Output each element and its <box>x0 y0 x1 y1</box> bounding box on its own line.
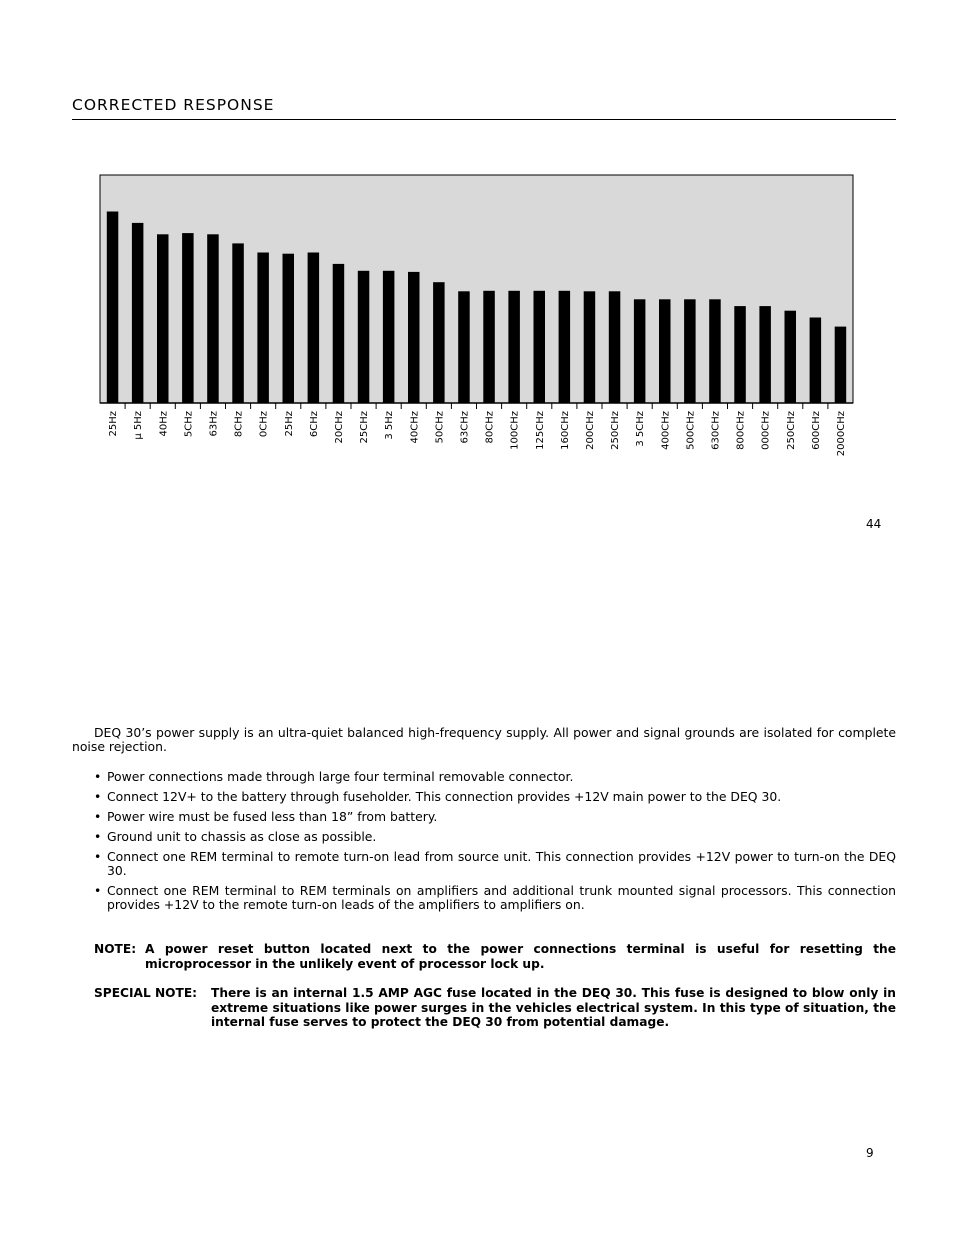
chart-x-tick-label: 250CHz <box>785 411 797 450</box>
chart-bar <box>709 299 721 403</box>
list-item-text: Ground unit to chassis as close as possible. <box>107 829 377 844</box>
list-item-text: Connect one REM terminal to remote turn-on lead from source unit. This connection provides +12V power to turn-on the DEQ 30. <box>107 849 896 878</box>
chart-bar <box>207 234 219 403</box>
chart-x-tick-label: 600CHz <box>810 411 822 450</box>
note-text: A power reset button located next to the power connections terminal is useful for resetting the microprocessor in the unlikely event of processor lock up. <box>145 942 896 971</box>
chart-bar <box>358 271 370 403</box>
chart-bar <box>458 291 470 403</box>
chart-x-tick-label: 5CHz <box>183 411 195 438</box>
chart-bar <box>408 272 420 403</box>
chart-x-tick-label: 6CHz <box>308 411 320 438</box>
chart-x-tick-label: 100CHz <box>509 411 521 450</box>
chart-x-tick-label: 3 5Hz <box>384 411 396 440</box>
list-item-text: Power connections made through large four terminal removable connector. <box>107 769 574 784</box>
chart-bar <box>835 327 847 403</box>
power-connection-list <box>94 770 896 918</box>
chart-bar <box>157 234 169 403</box>
chart-x-tick-label: 40CHz <box>409 411 421 444</box>
chart-x-tick-label: 125CHz <box>534 411 546 450</box>
note-label: NOTE: <box>94 942 137 956</box>
chart-x-tick-label: 80CHz <box>484 411 496 444</box>
chart-x-tick-label: μ 5Hz <box>133 411 145 440</box>
chart-bar <box>182 233 194 403</box>
chart-bar <box>508 291 520 403</box>
list-item-text: Connect 12V+ to the battery through fuseholder. This connection provides +12V main power to the DEQ 30. <box>107 789 782 804</box>
chart-bar <box>308 253 320 404</box>
chart-x-tick-label: 50CHz <box>434 411 446 444</box>
page-number: 9 <box>866 1146 874 1160</box>
chart-x-tick-label: 3 5CHz <box>635 411 647 447</box>
bullet-symbol: • <box>94 883 102 898</box>
chart-x-tick-label: 160CHz <box>559 411 571 450</box>
figure-number: 44 <box>866 517 882 531</box>
chart-bar <box>785 311 797 403</box>
chart-bar <box>659 299 671 403</box>
list-item <box>94 810 896 824</box>
chart-x-tick-label: 250CHz <box>610 411 622 450</box>
bullet-symbol: • <box>94 769 102 784</box>
list-item <box>94 850 896 878</box>
chart-bar <box>810 318 822 404</box>
chart-x-tick-label: 400CHz <box>660 411 672 450</box>
chart-x-tick-label: 0CHz <box>258 411 270 438</box>
list-item-text: Connect one REM terminal to REM terminals on amplifiers and additional trunk mounted signal processors. This connection provides +12V to the remote turn-on leads of the amplifiers to amplifiers on. <box>107 883 896 912</box>
chart-bar <box>634 299 646 403</box>
list-item-text: Power wire must be fused less than 18” from battery. <box>107 809 438 824</box>
corrected-response-chart <box>0 0 954 470</box>
chart-x-tick-label: 800CHz <box>735 411 747 450</box>
chart-x-tick-label: 63CHz <box>459 411 471 444</box>
chart-x-tick-label: 8CHz <box>233 411 245 438</box>
chart-bar <box>483 291 495 403</box>
special-note-label: SPECIAL NOTE: <box>94 986 198 1000</box>
chart-x-tick-label: 25Hz <box>283 411 295 437</box>
special-note-text: There is an internal 1.5 AMP AGC fuse located in the DEQ 30. This fuse is designed to blow only in extreme situations like power surges in the vehicles electrical system. In this type of situation, the internal fuse serves to protect the DEQ 30 from potential damage. <box>211 986 896 1029</box>
chart-bar <box>734 306 746 403</box>
chart-x-tick-label: 40Hz <box>158 411 170 437</box>
chart-bar <box>684 299 696 403</box>
chart-bar <box>283 254 295 403</box>
page-title: CORRECTED RESPONSE <box>72 96 275 114</box>
chart-bar <box>107 212 119 404</box>
chart-x-tick-label: 630CHz <box>710 411 722 450</box>
list-item <box>94 884 896 912</box>
chart-x-tick-label: 2000CHz <box>836 411 847 457</box>
chart-bar <box>333 264 345 403</box>
chart-bar <box>232 243 244 403</box>
special-note <box>94 986 896 1030</box>
list-item <box>94 770 896 784</box>
chart-x-tick-label: 25CHz <box>359 411 371 444</box>
chart-bar <box>383 271 395 403</box>
bullet-symbol: • <box>94 809 102 824</box>
chart-bar <box>759 306 771 403</box>
chart-bar <box>584 291 596 403</box>
chart-x-tick-label: 000CHz <box>760 411 772 450</box>
chart-bar <box>534 291 546 403</box>
bullet-symbol: • <box>94 829 102 844</box>
chart-x-tick-label: 200CHz <box>585 411 596 450</box>
chart-x-tick-label: 63Hz <box>208 411 220 437</box>
chart-bar <box>559 291 571 403</box>
chart-x-tick-label: 25Hz <box>108 411 119 437</box>
chart-bar <box>257 253 269 404</box>
bullet-symbol: • <box>94 849 102 864</box>
intro-paragraph: DEQ 30’s power supply is an ultra-quiet balanced high-frequency supply. All power and signal grounds are isolated for complete noise rejection. <box>72 725 896 754</box>
list-item <box>94 830 896 844</box>
list-item <box>94 790 896 804</box>
chart-bar <box>132 223 144 403</box>
chart-bar <box>433 282 445 403</box>
bullet-symbol: • <box>94 789 102 804</box>
chart-x-tick-label: 20CHz <box>334 411 345 444</box>
note <box>94 942 896 971</box>
chart-bar <box>609 291 621 403</box>
chart-x-tick-label: 500CHz <box>685 411 697 450</box>
